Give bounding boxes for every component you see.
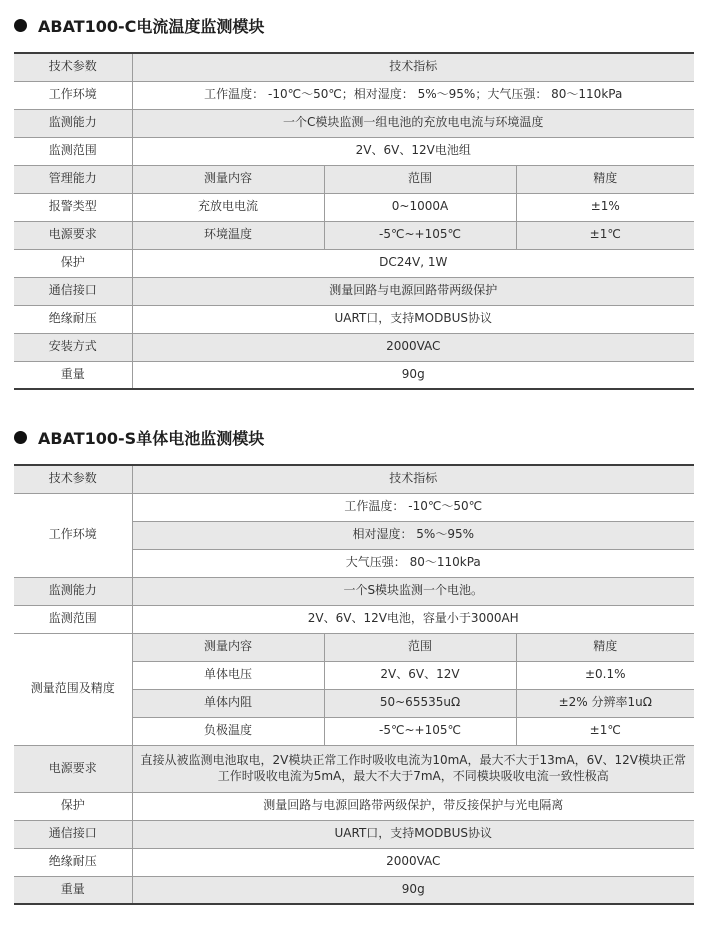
cell-range: 50~65535uΩ xyxy=(324,689,516,717)
cell-accuracy: ±1℃ xyxy=(516,221,694,249)
cell-measure-content: 环境温度 xyxy=(132,221,324,249)
table-row xyxy=(14,249,694,277)
row-label: 通信接口 xyxy=(14,820,132,848)
section-title-abat100-s xyxy=(14,426,694,448)
bullet-icon xyxy=(14,19,27,32)
cell-range: -5℃~+105℃ xyxy=(324,717,516,745)
row-label: 技术参数 xyxy=(14,53,132,81)
table-row xyxy=(14,792,694,820)
row-label: 监测能力 xyxy=(14,109,132,137)
row-value: 测量回路与电源回路带两级保护，带反接保护与光电隔离 xyxy=(132,792,694,820)
row-value: 大气压强： 80～110kPa xyxy=(132,549,694,577)
cell-measure-content: 测量内容 xyxy=(132,633,324,661)
cell-measure-content: 负极温度 xyxy=(132,717,324,745)
section-title-text: ABAT100-C电流温度监测模块 xyxy=(38,16,265,36)
table-row xyxy=(14,745,694,792)
spec-table-abat100-s xyxy=(14,464,694,905)
cell-measure-content: 充放电电流 xyxy=(132,193,324,221)
table-row xyxy=(14,848,694,876)
row-label: 报警类型 xyxy=(14,193,132,221)
row-label: 监测能力 xyxy=(14,577,132,605)
row-label: 监测范围 xyxy=(14,137,132,165)
table-row xyxy=(14,81,694,109)
section-title-abat100-c xyxy=(14,14,694,36)
row-value: 2000VAC xyxy=(132,848,694,876)
cell-measure-content: 单体电压 xyxy=(132,661,324,689)
row-value: 技术指标 xyxy=(132,465,694,493)
row-value: 工作温度： -10℃～50℃；相对湿度： 5%～95%；大气压强： 80～110kPa xyxy=(132,81,694,109)
row-value: 一个S模块监测一个电池。 xyxy=(132,577,694,605)
table-row xyxy=(14,277,694,305)
cell-range: 0~1000A xyxy=(324,193,516,221)
row-value: UART口，支持MODBUS协议 xyxy=(132,305,694,333)
row-label: 管理能力 xyxy=(14,165,132,193)
table-row xyxy=(14,876,694,904)
table-row xyxy=(14,109,694,137)
row-label: 绝缘耐压 xyxy=(14,848,132,876)
row-value: 相对湿度： 5%～95% xyxy=(132,521,694,549)
row-label: 工作环境 xyxy=(14,81,132,109)
row-label: 绝缘耐压 xyxy=(14,305,132,333)
section-abat100-s xyxy=(14,426,694,905)
row-label: 保护 xyxy=(14,792,132,820)
table-row xyxy=(14,577,694,605)
table-row xyxy=(14,305,694,333)
cell-measure-content: 单体内阻 xyxy=(132,689,324,717)
table-row xyxy=(14,53,694,81)
row-value: DC24V, 1W xyxy=(132,249,694,277)
table-row xyxy=(14,361,694,389)
table-row xyxy=(14,137,694,165)
table-row xyxy=(14,605,694,633)
row-label: 测量范围及精度 xyxy=(14,633,132,745)
row-value: 2000VAC xyxy=(132,333,694,361)
table-row xyxy=(14,820,694,848)
cell-range: 范围 xyxy=(324,633,516,661)
row-label: 电源要求 xyxy=(14,745,132,792)
cell-accuracy: 精度 xyxy=(516,165,694,193)
table-row xyxy=(14,165,694,193)
row-value: 直接从被监测电池取电，2V模块正常工作时吸收电流为10mA，最大不大于13mA，6V、12V模块正常工作时吸收电流为5mA，最大不大于7mA，不同模块吸收电流一致性极高 xyxy=(132,745,694,792)
row-value: UART口，支持MODBUS协议 xyxy=(132,820,694,848)
cell-accuracy: ±1℃ xyxy=(516,717,694,745)
table-row xyxy=(14,333,694,361)
spec-table-abat100-c xyxy=(14,52,694,390)
cell-accuracy: 精度 xyxy=(516,633,694,661)
cell-range: -5℃~+105℃ xyxy=(324,221,516,249)
cell-range: 范围 xyxy=(324,165,516,193)
row-value: 90g xyxy=(132,361,694,389)
row-value: 一个C模块监测一组电池的充放电电流与环境温度 xyxy=(132,109,694,137)
row-label: 电源要求 xyxy=(14,221,132,249)
row-label: 监测范围 xyxy=(14,605,132,633)
cell-measure-content: 测量内容 xyxy=(132,165,324,193)
table-row xyxy=(14,465,694,493)
row-label: 重量 xyxy=(14,361,132,389)
bullet-icon xyxy=(14,431,27,444)
row-value: 90g xyxy=(132,876,694,904)
table-row xyxy=(14,221,694,249)
row-value: 2V、6V、12V电池，容量小于3000AH xyxy=(132,605,694,633)
row-label: 技术参数 xyxy=(14,465,132,493)
cell-accuracy: ±1% xyxy=(516,193,694,221)
row-label: 工作环境 xyxy=(14,493,132,577)
table-row xyxy=(14,493,694,521)
row-label: 保护 xyxy=(14,249,132,277)
row-value: 工作温度： -10℃～50℃ xyxy=(132,493,694,521)
row-label: 通信接口 xyxy=(14,277,132,305)
cell-range: 2V、6V、12V xyxy=(324,661,516,689)
section-title-text: ABAT100-S单体电池监测模块 xyxy=(38,428,265,448)
table-row xyxy=(14,193,694,221)
row-value: 技术指标 xyxy=(132,53,694,81)
row-value: 2V、6V、12V电池组 xyxy=(132,137,694,165)
cell-accuracy: ±2% 分辨率1uΩ xyxy=(516,689,694,717)
row-label: 重量 xyxy=(14,876,132,904)
cell-accuracy: ±0.1% xyxy=(516,661,694,689)
table-row xyxy=(14,633,694,661)
row-label: 安装方式 xyxy=(14,333,132,361)
section-abat100-c xyxy=(14,14,694,390)
row-value: 测量回路与电源回路带两级保护 xyxy=(132,277,694,305)
